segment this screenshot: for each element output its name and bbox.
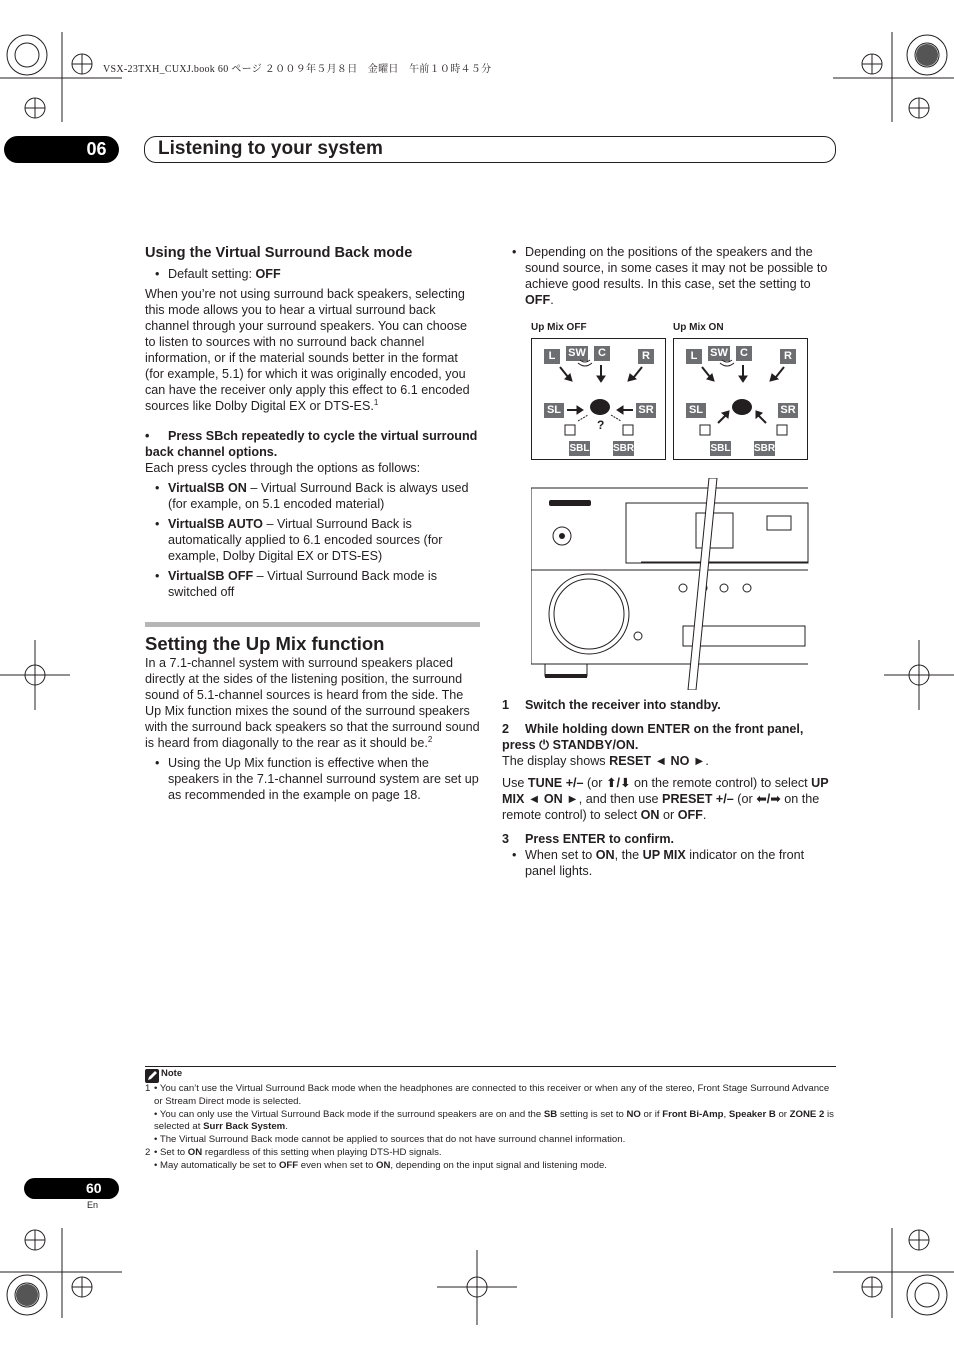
default-value: OFF [255,267,281,281]
left-column [145,244,480,803]
speaker-l: L [686,349,702,364]
default-setting: • Default setting: OFF [145,266,480,282]
receiver-front-panel [531,478,811,690]
upmix-heading: Setting the Up Mix function [145,622,480,655]
chapter-title: Listening to your system [158,138,383,159]
upmix-steps [502,697,837,879]
press-sbch-instruction: • Press SBch repeatedly to cycle the virtual surround back channel options. [145,429,478,459]
left-right-arrows-icon: ⬅/➡ [756,792,781,806]
speaker-sbr: SBR [754,443,776,454]
speaker-c: C [594,346,610,361]
speaker-sbl: SBL [710,443,731,454]
sound-direction-arrows-icon [674,339,809,461]
up-down-arrows-icon: ⬆/⬇ [605,776,631,790]
question-mark: ? [597,418,605,432]
chapter-number: 06 [4,136,119,163]
step-1: 1 Switch the receiver into standby. [502,698,721,712]
upmix-bullet-effective: • Using the Up Mix function is effective when the speakers in the 7.1-channel surround system are set up as recommended in the example on page 18. [145,755,480,803]
option-virtualsb-off: • VirtualSB OFF – Virtual Surround Back mode is switched off [145,568,480,600]
speaker-sr: SR [636,403,656,418]
sound-direction-arrows-icon [532,339,667,461]
step-3: 3 Press ENTER to confirm. [502,832,675,846]
footnote-2: 2 • Set to ON regardless of this setting when playing DTS-HD signals. • May automatically be set to OFF even when set to ON, depending on the input signal and listening mode. [145,1146,607,1171]
speaker-c: C [736,346,752,361]
power-icon: ⏻ [539,738,550,752]
speaker-sw: SW [566,346,588,361]
option-virtualsb-on: • VirtualSB ON – Virtual Surround Back is always used (for example, on 5.1 encoded material) [145,480,480,512]
speaker-sl: SL [544,403,564,418]
use-tune-preset: Use TUNE +/– (or ⬆/⬇ on the remote control) to select UP MIX ◄ ON ►, and then use PRESET +/– (or ⬅/➡ on the remote control) to select ON or OFF. [502,776,829,822]
speaker-sl: SL [686,403,706,418]
option-virtualsb-auto: • VirtualSB AUTO – Virtual Surround Back is automatically applied to 6.1 encoded sources (for example, Dolby Digital EX or DTS-ES) [145,516,480,564]
upmix-indicator-note: • When set to ON, the UP MIX indicator on the front panel lights. [502,847,837,879]
diagram-off-label: Up Mix OFF [531,322,587,333]
upmix-off-diagram [531,338,666,460]
speaker-l: L [544,349,560,364]
upmix-intro: In a 7.1-channel system with surround speakers placed directly at the sides of the listening position, the surround sound of 5.1-channel sources is heard from the side. The Up Mix function mixes the sound of the surround speakers with the surround back speakers so that the surround sound is heard from diagonally to the rear as it should be.$^2$ [145,656,480,750]
display-shows: The display shows RESET ◄ NO ►. [502,754,709,768]
note-title: Note [161,1068,183,1079]
cycle-text: Each press cycles through the options as follows: [145,461,421,475]
speaker-sw: SW [708,346,730,361]
speaker-sr: SR [778,403,798,418]
page-number: 60 [24,1178,119,1199]
footnote-1: 1 • You can’t use the Virtual Surround Back mode when the headphones are connected to this receiver or when any of the stereo, Front Stage Surround Advance or Stream Direct mode is selected. • You can only use the Virtual Surround Back mode if the surround speakers are on and the SB setting is set to NO or if Front Bi-Amp, Speaker B or ZONE 2 is selected at Surr Back System. • The Virtual Surround Back mode cannot be applied to sources that do not have surround channel information. [145,1083,834,1146]
note-divider [145,1066,836,1067]
speaker-sbr: SBR [613,443,635,454]
speaker-r: R [780,349,796,364]
virtual-sb-heading: Using the Virtual Surround Back mode [145,245,413,261]
note-pencil-icon [145,1069,159,1083]
print-header: VSX-23TXH_CUXJ.book 60 ページ ２００９年５月８日 金曜日 午前１０時４５分 [103,64,492,75]
step-2: 2 While holding down ENTER on the front panel, press ⏻ STANDBY/ON. [502,722,804,752]
virtual-sb-intro: When you’re not using surround back speakers, selecting this mode allows you to hear a virtual surround back channel through your surround speakers. You can choose to listen to sources with no surround back channel information, or if the material sounds better in the format (for example, 5.1) for which it was originally encoded, you can have the receiver only apply this effect to 6.1 encoded sources like Dolby Digital EX or DTS-ES.$^1$ [145,287,470,413]
footnotes [145,1083,837,1173]
speaker-sbl: SBL [569,443,590,454]
receiver-icon [531,478,811,690]
upmix-bullet-positions: • Depending on the positions of the speakers and the sound source, in some cases it may not be possible to achieve good results. In this case, set the setting to OFF. [502,244,837,308]
right-column-top [502,244,837,308]
speaker-r: R [638,349,654,364]
page-language: En [87,1200,99,1210]
upmix-on-diagram [673,338,808,460]
diagram-on-label: Up Mix ON [673,322,724,333]
